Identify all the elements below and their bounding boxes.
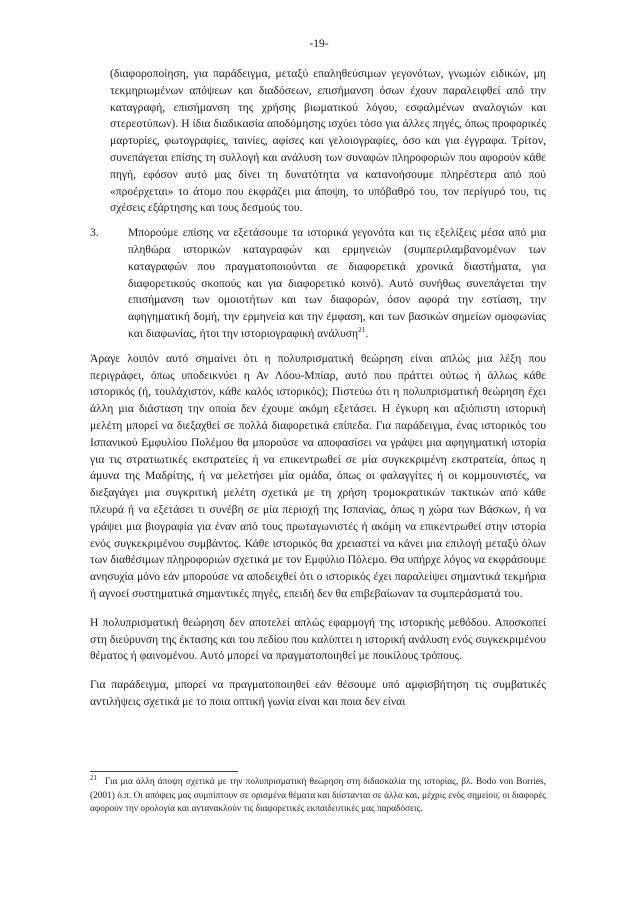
footnote-number: 21 [90,773,97,782]
paragraph-2: Η πολυπρισματική θεώρηση δεν αποτελεί απλώς εφαρμογή της ιστορικής μεθόδου. Αποσκοπεί στη διεύρυνση της έκτασης και του πεδίου που καλύπτει η ιστορική ανάλυση ενός συγκεκριμένου θέματος ή φαινομένου. Αυτό μπορεί να πραγματοποιηθεί με ποικίλους τρόπους. [90,615,546,663]
item-end: . [365,326,369,340]
paragraph-3: Για παράδειγμα, μπορεί να πραγματοποιηθεί εάν θέσουμε υπό αμφισβήτηση τις συμβατικές αντιλήψεις σχετικά με το ποια οπτική γωνία είναι και ποια δεν είναι [90,678,546,708]
item-body [110,225,546,343]
item-number: 3. [90,226,99,240]
footnote-ref-21[interactable]: 21 [358,325,366,335]
body-text [90,66,546,711]
footnote-divider [90,771,238,772]
paragraph-1: Άραγε λοιπόν αυτό σημαίνει ότι η πολυπρισματική θεώρηση είναι απλώς μια λέξη που περιγράφει, όπως υποδεικνύει η Αν Λόου-Μπίαρ, αυτό που πράττει ούτως ή άλλως κάθε ιστορικός (ή, τουλάχιστον, κάθε καλός ιστορικός); Πιστεύω ότι η πολυπρισματική θεώρηση έχει άλλη μια διάσταση την οποία δεν έχουμε ακόμη εξετάσει. Η έγκυρη και αξιόπιστη ιστορική μελέτη μπορεί να διεξαχθεί σε πολλά διαφορετικά επίπεδα. Για παράδειγμα, ένας ιστορικός του Ισπανικού Εμφυλίου Πολέμου θα μπορούσε να αποφασίσει να γράψει μια αφηγηματική ιστορία για τις στρατιωτικές εκστρατείες ή να επικεντρωθεί σε μία συγκεκριμένη εκστρατεία, όπως η άμυνα της Μαδρίτης, ή να μελετήσει μία ομάδα, όπως οι φαλαγγίτες ή οι κομμουνιστές, να διεξαγάγει μια συγκριτική μελέτη σχετικά με τη χρήση τρομοκρατικών τακτικών από κάθε πλευρά ή να εξετάσει τι συνέβη σε μία περιοχή της Ισπανίας, όπως η χώρα των Βάσκων, ή να γράψει μια βιογραφία για έναν από τους πρωταγωνιστές ή ακόμη να επικεντρωθεί στην ιστορία ενός συγκεκριμένου συμβάντος. Κάθε ιστορικός θα χρειαστεί να κάνει μια επιλογή μεταξύ όλων των διαθέσιμων πληροφοριών σχετικά με τον Εμφύλιο Πόλεμο. Θα υπήρχε λόγος να εκφράσουμε ανησυχία μόνο εάν μπορούσε να αποδειχθεί ότι ο ιστορικός έχει παραλείψει σημαντικά τεκμήρια ή αγνοεί συστηματικά σημαντικές πηγές, επειδή δεν θα επιβεβαίωναν τα συμπεράσματά του. [90,351,546,600]
continuation-paragraph: (διαφοροποίηση, για παράδειγμα, μεταξύ επαληθεύσιμων γεγονότων, γνωμών ειδικών, μη τεκμηριωμένων απόψεων και διαδόσεων, επισήμανση όσων έχουν παραλειφθεί από την καταγραφή, επισήμανση της χρήσης βιωματικού λόγου, εσφαλμένων αναλογιών και στερεοτύπων). Η ίδια διαδικασία αποδόμησης ισχύει τόσο για άλλες πηγές, όπως προφορικές μαρτυρίες, φωτογραφίες, ταινίες, αφίσες και γελοιογραφίες, όσο και για έγγραφα. Τρίτον, συνεπάγεται επίσης τη συλλογή και ανάλυση των συναφών πληροφοριών που αφορούν κάθε πηγή, εφόσον αυτό μας δίνει τη δυνατότητα να κατανοήσουμε πληρέστερα από πού «προέρχεται» το άτομο που εκφράζει μια άποψη, το υπόβαθρό του, τον περίγυρό του, τις σχέσεις εξάρτησης και τους δεσμούς του. [110,67,546,215]
item-text: Μπορούμε επίσης να εξετάσουμε τα ιστορικά γεγονότα και τις εξελίξεις μέσα από μια πληθώρα ιστορικών καταγραφών και ερμηνειών (συμπεριλαμβανομένων των καταγραφών που πραγματοποιούνται σε διαφορετικά χρονικά διαστήματα, για διαφορετικούς σκοπούς και για διαφορετικό κοινό). Αυτό συνήθως συνεπάγεται την επισήμανση των ομοιοτήτων και των διαφορών, όσον αφορά την εστίαση, την αφηγηματική δομή, την ερμηνεία και την έμφαση, και των βασικών σημείων ομοφωνίας και διαφωνίας, ήτοι την ιστοριογραφική ανάλυση [128,226,546,340]
page-number: -19- [309,38,329,50]
footnote-text: Για μια άλλη άποψη σχετικά με την πολυπρισματική θεώρηση στη διδασκαλία της ιστορίας, βλ. Bodo von Borries, (2001) ό.π. Οι απόψεις μας συμπίπτουν σε ορισμένα θέματα και διίστανται σε άλλα και, μέχρις ενός σημείου, οι διαφορές αφορούν την ορολογία και αντανακλούν τις διαφορετικές εκπαιδευτικές μας παραδόσεις. [90,777,546,815]
footnote-21 [90,773,546,817]
numbered-item-3 [90,225,546,343]
